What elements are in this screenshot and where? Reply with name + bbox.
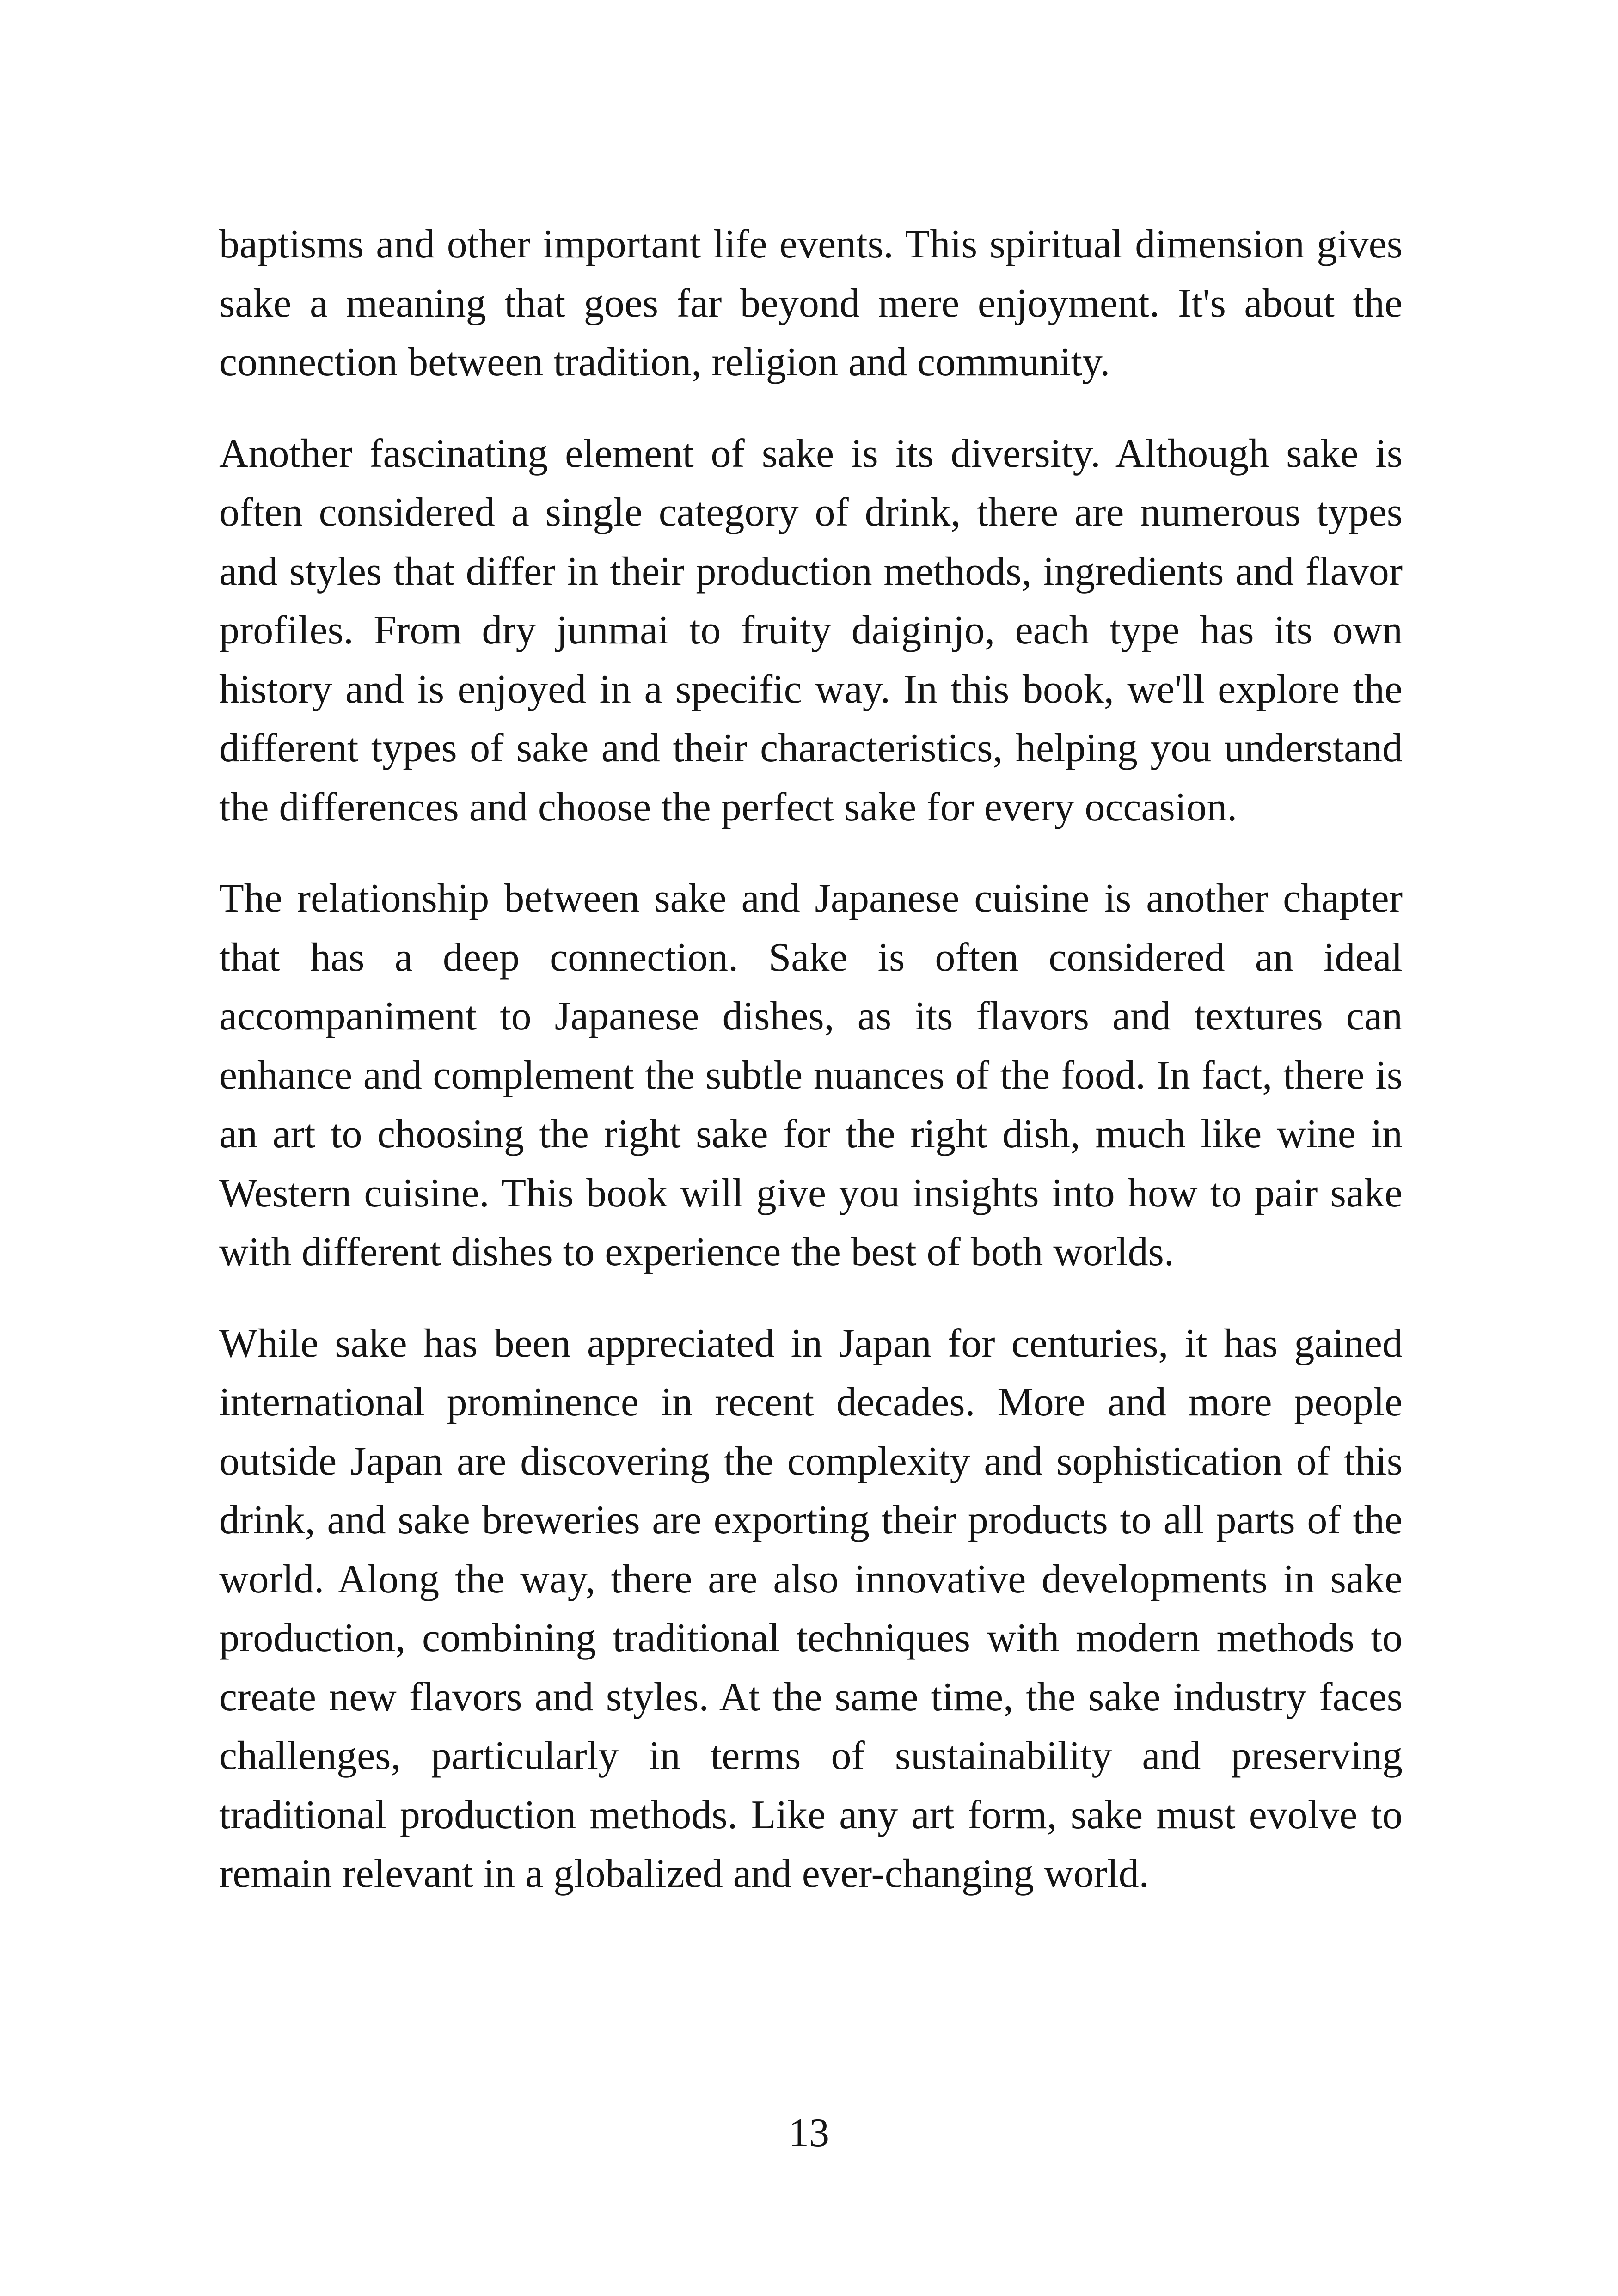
paragraph-sake-diversity: Another fascinating element of sake is its diversity. Although sake is often considered a single category of drink, there are numerous types and styles that differ in their production methods, ingredients and flavor profiles. From dry junmai to fruity daiginjo, each type has its own history and is enjoyed in a specific way. In this book, we'll explore the different types of sake and their characteristics, helping you understand the differences and choose the perfect sake for every occasion.: [219, 431, 1403, 830]
paragraph-spiritual-dimension: baptisms and other important life events. This spiritual dimension gives sake a meaning that goes far beyond mere enjoyment. It's about the connection between tradition, religion and community.: [219, 222, 1403, 385]
page-number: 13: [789, 2111, 829, 2155]
body-text: [219, 215, 1403, 1904]
paragraph-japanese-cuisine: The relationship between sake and Japanese cuisine is another chapter that has a deep connection. Sake is often considered an ideal accompaniment to Japanese dishes, as its flavors and textures can enhance and complement the subtle nuances of the food. In fact, there is an art to choosing the right sake for the right dish, much like wine in Western cuisine. This book will give you insights into how to pair sake with different dishes to experience the best of both worlds.: [219, 876, 1403, 1274]
paragraph-international-prominence: While sake has been appreciated in Japan for centuries, it has gained international prominence in recent decades. More and more people outside Japan are discovering the complexity and sophistication of this drink, and sake breweries are exporting their products to all parts of the world. Along the way, there are also innovative developments in sake production, combining traditional techniques with modern methods to create new flavors and styles. At the same time, the sake industry faces challenges, particularly in terms of sustainability and preserving traditional production methods. Like any art form, sake must evolve to remain relevant in a globalized and ever-changing world.: [219, 1321, 1403, 1896]
